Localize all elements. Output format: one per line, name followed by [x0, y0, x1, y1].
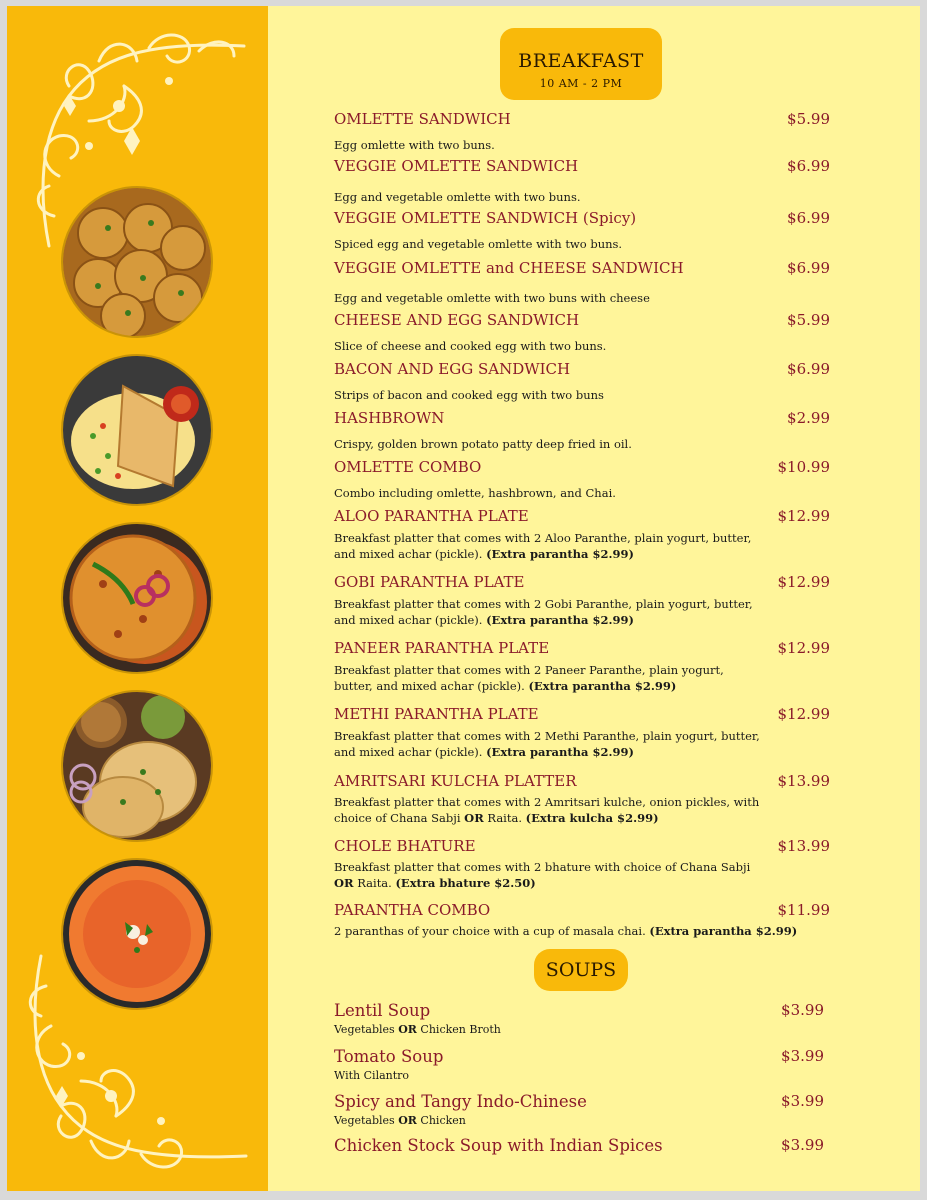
item-name: VEGGIE OMLETTE SANDWICH (Spicy) [334, 209, 637, 227]
breakfast-hours: 10 AM - 2 PM [539, 77, 623, 90]
item-description [334, 338, 764, 354]
item-extra: (Extra kulcha $2.99) [525, 811, 659, 825]
desc-text: Vegetables [334, 1114, 399, 1127]
item-extra: (Extra parantha $2.99) [528, 679, 677, 693]
item-description [334, 923, 830, 939]
item-name: VEGGIE OMLETTE and CHEESE SANDWICH [334, 259, 684, 277]
item-name: HASHBROWN [334, 409, 445, 427]
soup-item [334, 1001, 824, 1041]
item-name: CHEESE AND EGG SANDWICH [334, 311, 580, 329]
sidebar [7, 6, 268, 1191]
chole-kulcha-photo [63, 692, 211, 840]
menu-item [334, 639, 830, 699]
item-price: $5.99 [787, 110, 830, 128]
parantha-photo [63, 524, 211, 672]
floral-ornament-bottom-icon [21, 946, 256, 1176]
desc-text: Egg and vegetable omlette with two buns. [334, 190, 581, 204]
soups-title: SOUPS [545, 959, 617, 981]
desc-text: With Cilantro [334, 1069, 410, 1082]
menu-item [334, 772, 830, 832]
item-description [334, 859, 764, 891]
soup-description [334, 1022, 764, 1038]
item-price: $12.99 [777, 705, 830, 723]
menu-item [334, 705, 830, 765]
item-name: OMLETTE COMBO [334, 458, 482, 476]
desc-text: 2 paranthas of your choice with a cup of masala chai. [334, 924, 646, 938]
item-description [334, 794, 764, 826]
desc-text: Breakfast platter that comes with 2 bhature with choice of Chana Sabji [334, 860, 751, 874]
item-price: $13.99 [777, 772, 830, 790]
item-description [334, 485, 764, 501]
desc-text: Raita. [353, 876, 396, 890]
soup-name: Tomato Soup [334, 1047, 444, 1066]
soup-name: Lentil Soup [334, 1001, 431, 1020]
item-extra: (Extra parantha $2.99) [486, 745, 634, 759]
desc-text: Crispy, golden brown potato patty deep fried in oil. [334, 437, 632, 451]
desc-text: Vegetables [334, 1023, 399, 1036]
item-name: BACON AND EGG SANDWICH [334, 360, 571, 378]
menu-item [334, 573, 830, 633]
desc-text: Spiced egg and vegetable omlette with two buns. [334, 237, 623, 251]
item-price: $12.99 [777, 507, 830, 525]
item-name: GOBI PARANTHA PLATE [334, 573, 525, 591]
desc-text: Raita. [483, 811, 526, 825]
item-price: $13.99 [777, 837, 830, 855]
item-description [334, 728, 764, 760]
menu-item [334, 157, 830, 217]
item-description [334, 436, 764, 452]
item-extra: (Extra parantha $2.99) [486, 547, 634, 561]
menu-item [334, 837, 830, 897]
desc-or: OR [398, 1114, 417, 1127]
item-price: $11.99 [777, 901, 830, 919]
menu-item [334, 507, 830, 567]
desc-text: Combo including omlette, hashbrown, and Chai. [334, 486, 616, 500]
item-description [334, 189, 764, 205]
soup-price: $3.99 [781, 1047, 824, 1065]
item-price: $6.99 [787, 259, 830, 277]
item-description [334, 290, 764, 306]
desc-text: Egg omlette with two buns. [334, 138, 495, 152]
desc-text: Strips of bacon and cooked egg with two buns [334, 388, 604, 402]
item-name: AMRITSARI KULCHA PLATTER [334, 772, 577, 790]
soup-description [334, 1113, 764, 1129]
item-price: $6.99 [787, 157, 830, 175]
item-price: $5.99 [787, 311, 830, 329]
item-price: $6.99 [787, 360, 830, 378]
soup-price: $3.99 [781, 1001, 824, 1019]
item-name: PANEER PARANTHA PLATE [334, 639, 550, 657]
desc-text: Breakfast platter that comes with 2 Gobi Paranthe, plain yogurt, butter, and mixed achar (pickle). [334, 597, 753, 627]
pakora-photo [63, 188, 211, 336]
soup-item [334, 1092, 824, 1132]
desc-text: Chicken [416, 1114, 466, 1127]
item-name: CHOLE BHATURE [334, 837, 476, 855]
desc-text: Egg and vegetable omlette with two buns with cheese [334, 291, 650, 305]
item-name: OMLETTE SANDWICH [334, 110, 511, 128]
item-extra: (Extra bhature $2.50) [395, 876, 536, 890]
item-price: $10.99 [777, 458, 830, 476]
item-price: $2.99 [787, 409, 830, 427]
item-name: PARANTHA COMBO [334, 901, 491, 919]
item-description [334, 387, 764, 403]
item-price: $6.99 [787, 209, 830, 227]
breakfast-header [500, 28, 662, 100]
desc-text: Breakfast platter that comes with 2 Aloo Paranthe, plain yogurt, butter, and mixed achar (pickle). [334, 531, 752, 561]
desc-text: Breakfast platter that comes with 2 Amritsari kulche, onion pickles, with choice of Chana Sabji [334, 795, 760, 825]
soups-header [534, 949, 628, 991]
soup-item [334, 1136, 824, 1176]
item-name: METHI PARANTHA PLATE [334, 705, 539, 723]
soup-price: $3.99 [781, 1136, 824, 1154]
item-extra: (Extra parantha $2.99) [649, 924, 798, 938]
soup-name: Chicken Stock Soup with Indian Spices [334, 1136, 663, 1155]
omelette-photo [63, 356, 211, 504]
breakfast-title: BREAKFAST [518, 50, 644, 72]
desc-text: Chicken Broth [416, 1023, 501, 1036]
desc-or: OR [398, 1023, 417, 1036]
soup-name: Spicy and Tangy Indo-Chinese [334, 1092, 587, 1111]
desc-text: Slice of cheese and cooked egg with two buns. [334, 339, 607, 353]
soup-item [334, 1047, 824, 1087]
soup-description [334, 1068, 764, 1084]
soup-price: $3.99 [781, 1092, 824, 1110]
desc-or: OR [464, 811, 484, 825]
menu-item [334, 259, 830, 319]
item-price: $12.99 [777, 639, 830, 657]
desc-text: Breakfast platter that comes with 2 Methi Paranthe, plain yogurt, butter, and mixed achar (pickle). [334, 729, 760, 759]
item-description [334, 236, 764, 252]
desc-text: Breakfast platter that comes with 2 Paneer Paranthe, plain yogurt, butter, and mixed achar (pickle). [334, 663, 724, 693]
item-name: VEGGIE OMLETTE SANDWICH [334, 157, 579, 175]
item-description [334, 662, 764, 694]
desc-or: OR [334, 876, 354, 890]
menu-page [7, 6, 920, 1191]
item-description [334, 596, 764, 628]
item-price: $12.99 [777, 573, 830, 591]
item-name: ALOO PARANTHA PLATE [334, 507, 529, 525]
item-description [334, 530, 764, 562]
item-description [334, 137, 764, 153]
item-extra: (Extra parantha $2.99) [486, 613, 634, 627]
